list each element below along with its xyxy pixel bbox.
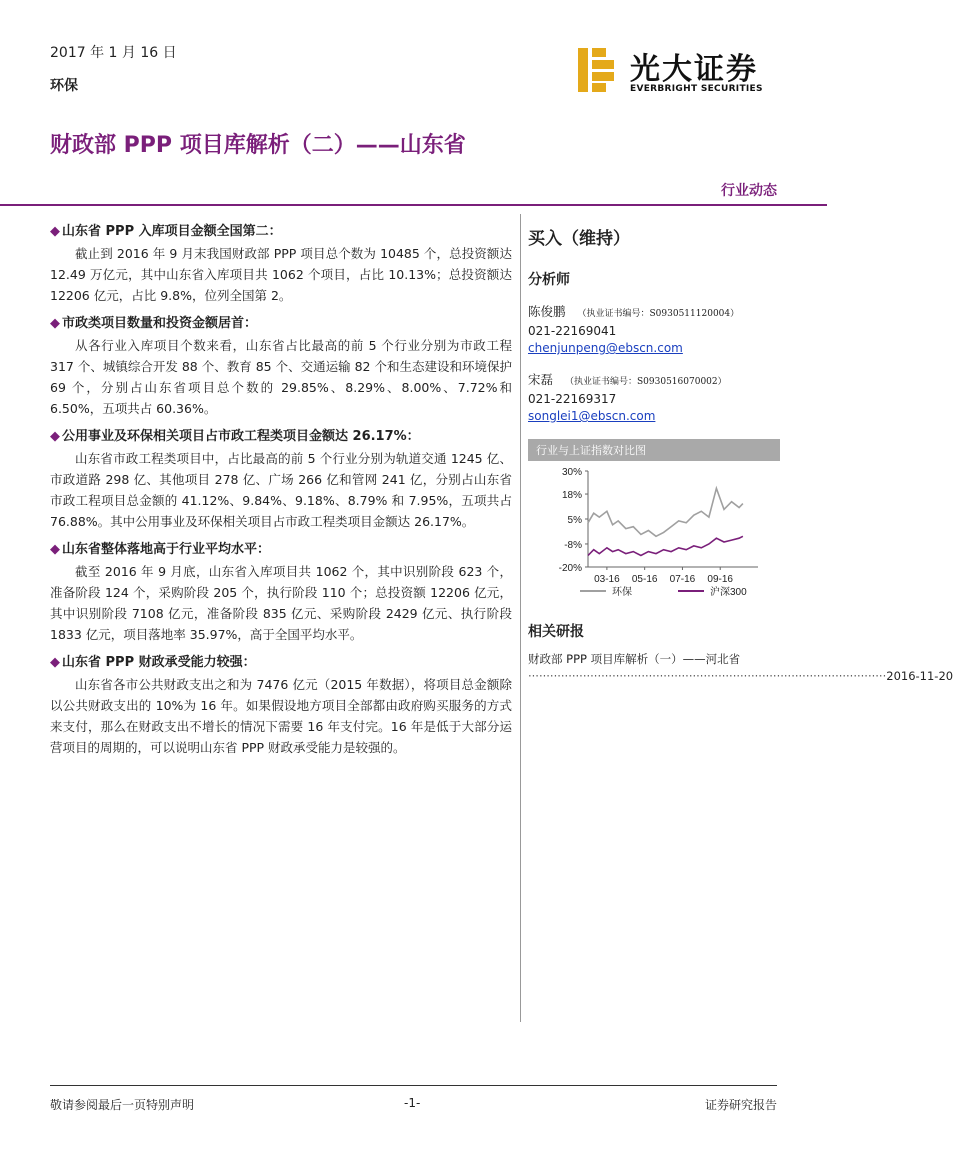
logo-chinese-name: 光大证券 [630, 52, 758, 87]
section-body: 截止到 2016 年 9 月末我国财政部 PPP 项目总个数为 10485 个，总投资额达 12.49 万亿元，其中山东省入库项目共 1062 个项目，占比 10.13%；总投资额达 12206 亿元，占比 9.8%，位列全国第 2。 [50, 246, 512, 303]
column-divider [520, 214, 521, 1022]
section-body: 从各行业入库项目个数来看，山东省占比最高的前 5 个行业分别为市政工程 317 个、城镇综合开发 88 个、教育 85 个、交通运输 82 个和生态建设和环境保护 69 个，分别占山东省项目总个数的 29.85%、8.29%、8.00%、7.72%和 6.50%，五项共占 60.36%。 [50, 338, 512, 416]
section-heading: ◆ 市政类项目数量和投资金额居首： [50, 316, 258, 331]
related-reports-heading: 相关研报 [528, 624, 584, 640]
section-body: 山东省市政工程类项目中，占比最高的前 5 个行业分别为轨道交通 1245 亿、市政道路 298 亿、其他项目 278 亿、广场 266 亿和管网 241 亿，分别占山东省市政工程项目总金额的 41.12%、9.84%、9.18%、8.79% 和 7.95%，五项共占 76.88%。其中公用事业及环保相关项目占市政工程类项目金额达 26.17%。 [50, 451, 512, 529]
analyst-license: （执业证书编号：S0930516070002） [565, 377, 727, 387]
related-report-date-line [528, 669, 953, 683]
analyst-license: （执业证书编号：S0930511120004） [577, 309, 740, 319]
header-divider [0, 204, 827, 206]
chart-x-tick-label: 03-16 [594, 574, 620, 585]
chart-series-line [588, 488, 743, 536]
chart-y-tick-label: 5% [567, 515, 582, 526]
sidebar [528, 224, 953, 683]
diamond-bullet-icon: ◆ [50, 542, 60, 557]
section [50, 651, 512, 758]
section [50, 538, 512, 645]
main-content [50, 214, 512, 762]
section [50, 425, 512, 532]
analyst-email-link[interactable]: songlei1@ebscn.com [528, 409, 656, 423]
analyst-phone: 021-22169317 [528, 392, 617, 406]
report-date: 2017 年 1 月 16 日 [50, 45, 177, 61]
related-report-link[interactable]: 财政部 PPP 项目库解析（一）——河北省 [528, 652, 741, 666]
chart-y-tick-label: 18% [561, 490, 582, 502]
section-heading: ◆ 山东省整体落地高于行业平均水平： [50, 542, 271, 557]
comparison-chart [528, 439, 780, 609]
related-report-date: 2016-11-20 [886, 669, 953, 683]
diamond-bullet-icon: ◆ [50, 316, 60, 331]
rating: 买入（维持） [528, 229, 630, 249]
section-heading: ◆ 山东省 PPP 入库项目金额全国第二： [50, 224, 282, 239]
section-heading: ◆ 山东省 PPP 财政承受能力较强： [50, 655, 256, 670]
report-title: 财政部 PPP 项目库解析（二）——山东省 [50, 133, 466, 158]
section-body: 山东省各市公共财政支出之和为 7476 亿元（2015 年数据），将项目总金额除以公共财政支出的 10%为 16 年。如果假设地方项目全部都由政府购买服务的方式来支付，那么在财政支出不增长的情况下需要 16 年支付完。16 年是低于大部分运营项目的周期的，可以说明山东省 PPP 财政承受能力是较强的。 [50, 677, 512, 755]
chart-x-tick-label: 05-16 [631, 574, 658, 585]
analyst-phone: 021-22169041 [528, 324, 617, 338]
footer-disclaimer: 敬请参阅最后一页特别声明 [50, 1098, 195, 1112]
diamond-bullet-icon: ◆ [50, 224, 60, 239]
sector-label: 环保 [50, 78, 78, 94]
analyst-name: 陈俊鹏 [528, 304, 566, 319]
chart-legend-label: 沪深300 [710, 587, 747, 598]
diamond-bullet-icon: ◆ [50, 655, 60, 670]
logo-english-name: EVERBRIGHT SECURITIES [630, 84, 763, 94]
chart-svg [528, 461, 780, 609]
section-body: 截至 2016 年 9 月底，山东省入库项目共 1062 个，其中识别阶段 623 个，准备阶段 124 个，采购阶段 205 个，执行阶段 110 个；总投资额 12206 亿元，其中识别阶段 7108 亿元，准备阶段 835 亿元、采购阶段 2429 亿元、执行阶段 1833 亿元，项目落地率 35.97%，高于全国平均水平。 [50, 564, 512, 642]
chart-y-tick-label: -20% [558, 563, 582, 574]
chart-y-tick-label: -8% [564, 539, 582, 551]
analyst-email-link[interactable]: chenjunpeng@ebscn.com [528, 341, 683, 355]
chart-legend-label: 环保 [612, 587, 632, 598]
page-number: -1- [404, 1096, 421, 1110]
everbright-logo-mark [578, 48, 618, 92]
leader-dots: ·································································································· [528, 669, 887, 683]
chart-x-tick-label: 07-16 [669, 574, 696, 585]
company-logo [578, 44, 778, 100]
chart-title: 行业与上证指数对比图 [528, 439, 780, 461]
diamond-bullet-icon: ◆ [50, 429, 60, 444]
analyst-card [528, 371, 780, 425]
chart-series-line [588, 536, 743, 555]
section-heading: ◆ 公用事业及环保相关项目占市政工程类项目金额达 26.17%： [50, 429, 420, 444]
section [50, 220, 512, 306]
section [50, 312, 512, 419]
analyst-heading: 分析师 [528, 272, 570, 288]
analyst-card [528, 303, 780, 357]
footer-report-label: 证券研究报告 [704, 1098, 777, 1112]
chart-y-tick-label: 30% [561, 467, 582, 478]
footer-divider [50, 1085, 777, 1086]
report-type: 行业动态 [721, 183, 777, 199]
chart-x-tick-label: 09-16 [707, 574, 734, 585]
analyst-name: 宋磊 [528, 372, 554, 387]
